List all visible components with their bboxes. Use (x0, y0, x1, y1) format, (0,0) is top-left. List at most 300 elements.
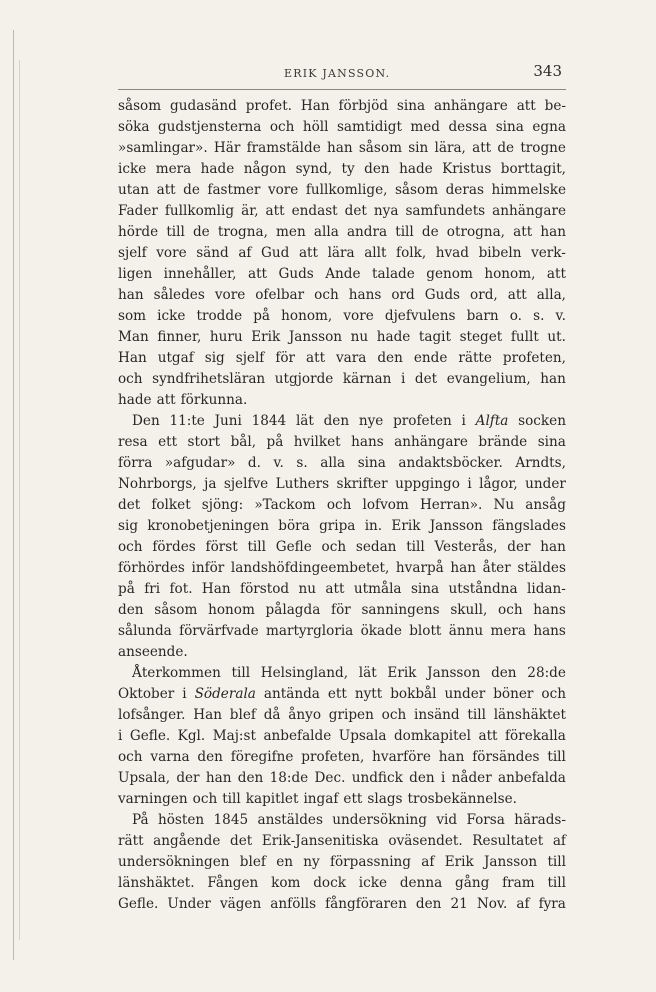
word: hade (399, 161, 433, 177)
text-line (118, 285, 566, 306)
word: fot. (169, 581, 193, 597)
word: på (118, 581, 135, 597)
word: 18:de (269, 770, 309, 786)
word: Arndts, (515, 455, 566, 471)
word: ännu (448, 623, 484, 639)
word: nu (350, 329, 369, 345)
text-line (118, 579, 566, 600)
word: kom (271, 875, 301, 891)
word: himmelske (491, 182, 566, 198)
word: sedan (355, 539, 397, 555)
text-line (118, 117, 566, 138)
word: o. (509, 308, 523, 324)
word: Vesterås, (434, 539, 498, 555)
word: ny (303, 854, 320, 870)
word: profeten (393, 413, 452, 429)
word: till (547, 749, 566, 765)
text-line (118, 201, 566, 222)
word: utan (118, 182, 150, 198)
word: utgaf (157, 350, 194, 366)
word: resa (118, 434, 148, 450)
word: länshäktet. (118, 875, 195, 891)
word: och (541, 686, 566, 702)
header-rule (118, 89, 566, 90)
word: dessa (448, 119, 488, 135)
word: skull, (450, 602, 488, 618)
word: de (183, 182, 200, 198)
word: gång (455, 875, 490, 891)
word: till (247, 539, 266, 555)
word: som (118, 308, 147, 324)
word: att (513, 224, 533, 240)
word: länshäktet (493, 707, 566, 723)
word: han (540, 371, 566, 387)
word: nu (298, 581, 317, 597)
word: framstälde (246, 140, 321, 156)
word: till (547, 875, 566, 891)
word: Erik (251, 329, 281, 345)
word: utmåla (353, 581, 402, 597)
word: i (461, 413, 466, 429)
text-line (118, 789, 566, 810)
word: ligen (118, 266, 153, 282)
page-header (118, 62, 566, 86)
word: då (263, 707, 281, 723)
word: fullkomlige, (305, 182, 388, 198)
word: den (377, 350, 403, 366)
word: lofsånger. (118, 707, 186, 723)
word: fri (144, 581, 161, 597)
word: såsom (118, 98, 162, 114)
word: att (265, 203, 285, 219)
word: andaktsböcker. (398, 455, 503, 471)
word: ord, (470, 287, 498, 303)
word: sig (118, 518, 139, 534)
word: att (478, 728, 498, 744)
text-line (118, 747, 566, 768)
word: verk- (531, 245, 566, 261)
running-title: ERIK JANSSON. (284, 67, 391, 80)
text-line (118, 474, 566, 495)
word: de (497, 140, 515, 156)
word: sanningens (361, 602, 440, 618)
word: den (491, 665, 517, 681)
word: böner (493, 686, 534, 702)
word: hans (351, 434, 384, 450)
word: i (118, 728, 123, 744)
word: alla, (536, 287, 566, 303)
word: Herran». (419, 497, 483, 513)
text-line (118, 180, 566, 201)
word: egna (532, 119, 566, 135)
word: trogna, (217, 224, 268, 240)
word: och (269, 119, 295, 135)
word: hvilket (293, 434, 341, 450)
word: Jansson (483, 854, 538, 870)
word: den (118, 602, 144, 618)
word: och (118, 539, 143, 555)
word: med (410, 119, 441, 135)
word: det (414, 371, 438, 387)
word: trodde (196, 308, 243, 324)
word: hans (533, 623, 566, 639)
word: samtidigt (336, 119, 402, 135)
text-line (118, 432, 566, 453)
word: han (118, 287, 144, 303)
text-line (118, 684, 566, 705)
word: hvarpå (395, 560, 444, 576)
word: icke (118, 161, 147, 177)
word: utståndna (448, 581, 518, 597)
word: blott (409, 623, 442, 639)
word: sina (537, 434, 566, 450)
word: i (400, 371, 406, 387)
word: således (153, 287, 205, 303)
word: angående (153, 833, 221, 849)
word: såsom (394, 182, 439, 198)
text-line (118, 558, 566, 579)
text-line (118, 894, 566, 915)
word: allt (364, 245, 387, 261)
word: den (197, 749, 223, 765)
word: Forsa (466, 812, 505, 828)
word: ansåg (525, 497, 566, 513)
word: höll (302, 119, 329, 135)
word: att (516, 98, 536, 114)
word: profeten, (502, 350, 566, 366)
word: Jansson (288, 329, 343, 345)
word: att (546, 266, 566, 282)
word: andra (346, 224, 388, 240)
page-binding-edge (8, 0, 24, 992)
word: att (298, 245, 318, 261)
word: lät (358, 665, 377, 681)
word: Upsala (338, 728, 387, 744)
word: af (516, 896, 530, 912)
word: han (438, 749, 465, 765)
word: vore (343, 308, 374, 324)
word: Den (132, 413, 160, 429)
word: 21 (450, 896, 468, 912)
word: af (552, 833, 566, 849)
word: Kristus (442, 161, 492, 177)
word: martyrgloria (265, 623, 354, 639)
word: kärnan (342, 371, 392, 387)
word: såsom (154, 602, 198, 618)
word: fram (502, 875, 535, 891)
word: och (192, 791, 218, 807)
word: brände (478, 434, 528, 450)
word: sänd (196, 245, 229, 261)
word: Maj:st (212, 728, 256, 744)
word: s. (533, 308, 545, 324)
word: Nu (493, 497, 515, 513)
word: att (325, 581, 345, 597)
word: nye (358, 413, 384, 429)
text-line (118, 306, 566, 327)
word: i (467, 476, 472, 492)
word: under (444, 686, 486, 702)
word: bokbål (390, 686, 437, 702)
word: till (406, 539, 425, 555)
word: Luthers (275, 476, 330, 492)
word: profeten, (301, 749, 365, 765)
word: det (230, 833, 253, 849)
word: v. (273, 455, 284, 471)
word: den (415, 896, 442, 912)
word: Upsala, (118, 770, 171, 786)
text-line (118, 138, 566, 159)
word: folk, (396, 245, 427, 261)
text-line (118, 642, 566, 663)
word: Guds (278, 266, 314, 282)
word: ett (343, 791, 363, 807)
word: d. (247, 455, 261, 471)
word: att (156, 182, 176, 198)
word: steget (459, 329, 503, 345)
word: ja (204, 476, 217, 492)
word: hans (533, 602, 566, 618)
word: Här (213, 140, 241, 156)
word: ökade (360, 623, 402, 639)
word: alla (320, 455, 346, 471)
word: Han (201, 581, 231, 597)
word: deras (445, 182, 484, 198)
text-line (118, 96, 566, 117)
word: de (421, 224, 439, 240)
word: Han (193, 707, 222, 723)
word: sjelfve (223, 476, 269, 492)
word: der (176, 770, 200, 786)
word: till (547, 854, 566, 870)
word: ett (158, 434, 178, 450)
word: hörde (118, 224, 159, 240)
word: sina (396, 98, 426, 114)
word: honom (208, 602, 255, 618)
word: evangelium, (446, 371, 531, 387)
word: att (247, 266, 267, 282)
word: under (525, 476, 566, 492)
word: slags (367, 791, 403, 807)
word: och (118, 371, 143, 387)
word: det (118, 497, 141, 513)
word: han (450, 560, 476, 576)
word: talade (372, 266, 415, 282)
word: anhängare (492, 203, 566, 219)
word: sålunda (118, 623, 172, 639)
word: böra (278, 518, 310, 534)
word: vägen (219, 896, 262, 912)
text-line (118, 243, 566, 264)
word: är, (241, 203, 259, 219)
word: vore (267, 182, 299, 198)
word: först (205, 539, 238, 555)
word: antända (263, 686, 320, 702)
word: der (507, 539, 531, 555)
word: fullt (510, 329, 539, 345)
word: gripa (319, 518, 356, 534)
word: varningen (118, 791, 188, 807)
word: anhängare (433, 98, 508, 114)
word: På (132, 812, 149, 828)
word: vid (436, 812, 458, 828)
word: han (540, 539, 566, 555)
text-line (118, 411, 566, 432)
word: och (326, 497, 352, 513)
text-line (118, 159, 566, 180)
word: förvärfvade (179, 623, 259, 639)
word: domkapitel (393, 728, 471, 744)
word: förekalla (504, 728, 566, 744)
word: barn (466, 308, 499, 324)
word: pålagda (265, 602, 321, 618)
word: trosbekännelse. (407, 791, 517, 807)
word: folket (151, 497, 191, 513)
word: mera (490, 623, 526, 639)
word: förstod (240, 581, 290, 597)
word: anbefalde (263, 728, 332, 744)
word: »afgudar» (164, 455, 236, 471)
word: gudasänd (170, 98, 237, 114)
word: anhängare (394, 434, 468, 450)
word: anstäldes (257, 812, 323, 828)
word: »samlingar». (118, 140, 208, 156)
word: härads- (514, 812, 566, 828)
text-line (118, 495, 566, 516)
word: förhördes (118, 560, 185, 576)
word: hvarföre (372, 749, 431, 765)
word: fördes (152, 539, 196, 555)
word: anseende. (118, 644, 188, 660)
word: på (253, 308, 271, 324)
text-line (118, 600, 566, 621)
word: honom, (484, 266, 536, 282)
word: dock (313, 875, 346, 891)
word: Ande (325, 266, 361, 282)
word: mera (155, 161, 192, 177)
word: oväsendet. (388, 833, 463, 849)
word: 28:de (527, 665, 566, 681)
word: landshöfdingeembetet, (230, 560, 390, 576)
word: varna (150, 749, 190, 765)
word: huru (209, 329, 243, 345)
word: finner, (157, 329, 202, 345)
word: rätte (458, 350, 492, 366)
word: ingaf (303, 791, 339, 807)
word: Juni (214, 413, 242, 429)
text-line (118, 663, 566, 684)
word: hans (348, 287, 382, 303)
word: han (326, 140, 353, 156)
word: insänd (413, 707, 460, 723)
word: förkunna. (180, 392, 248, 408)
text-line (118, 348, 566, 369)
word: för (275, 350, 296, 366)
word: åter (482, 560, 511, 576)
word: blef (229, 707, 256, 723)
word: profet. (245, 98, 292, 114)
page-number: 343 (533, 62, 562, 80)
word: Nohrborgs, (118, 476, 197, 492)
word: honom, (281, 308, 333, 324)
word: inför (191, 560, 225, 576)
word: att (306, 350, 326, 366)
word: söka (118, 119, 150, 135)
word: Nov. (476, 896, 508, 912)
word: Dec. (314, 770, 346, 786)
word: nytt (354, 686, 383, 702)
word: hade (118, 392, 152, 408)
word: undersökning (332, 812, 428, 828)
word: Man (118, 329, 149, 345)
word: förpassning (329, 854, 412, 870)
text-line (118, 390, 566, 411)
word: Jansson (429, 518, 483, 534)
word: Gefle (275, 539, 312, 555)
word: utgjorde (274, 371, 334, 387)
word: föregifne (230, 749, 294, 765)
word: kronobetjeningen (147, 518, 269, 534)
word: alla (313, 224, 339, 240)
word: Oktober (118, 686, 175, 702)
word: lät (295, 413, 314, 429)
word: och (321, 539, 347, 555)
word: lära (327, 245, 355, 261)
word: och (314, 287, 339, 303)
text-line (118, 621, 566, 642)
word: trogne (520, 140, 566, 156)
word: i (182, 686, 187, 702)
word: vore (156, 245, 187, 261)
word: Jansson (427, 665, 481, 681)
word: hade (376, 329, 411, 345)
word: till (222, 791, 241, 807)
word: nya (373, 203, 399, 219)
text-line (118, 873, 566, 894)
word: innehåller, (163, 266, 237, 282)
word: ofelbar (255, 287, 305, 303)
word: sina (495, 119, 524, 135)
word: vore (214, 287, 246, 303)
word: den (409, 770, 435, 786)
word: Återkommen (132, 665, 221, 681)
word: stäldes (517, 560, 566, 576)
word: och (381, 707, 407, 723)
word: nåder (451, 770, 492, 786)
word: Under (167, 896, 211, 912)
text-line (118, 222, 566, 243)
word: undfick (351, 770, 403, 786)
text-line (118, 726, 566, 747)
word: försändes (472, 749, 540, 765)
word: Erik-Jansenitiska (261, 833, 379, 849)
word: Fången (207, 875, 259, 891)
word: af (238, 245, 252, 261)
word: såsom (358, 140, 402, 156)
text-line (118, 264, 566, 285)
word: borttagit, (500, 161, 566, 177)
word: be- (544, 98, 566, 114)
word: sjelf (235, 350, 265, 366)
word: förbjöd (338, 98, 389, 114)
word: för (331, 602, 351, 618)
word: till (166, 224, 185, 240)
text-line (118, 831, 566, 852)
word: djefvulens (384, 308, 456, 324)
word: Han (300, 98, 330, 114)
word: ty (341, 161, 355, 177)
word: Gefle. (118, 896, 159, 912)
